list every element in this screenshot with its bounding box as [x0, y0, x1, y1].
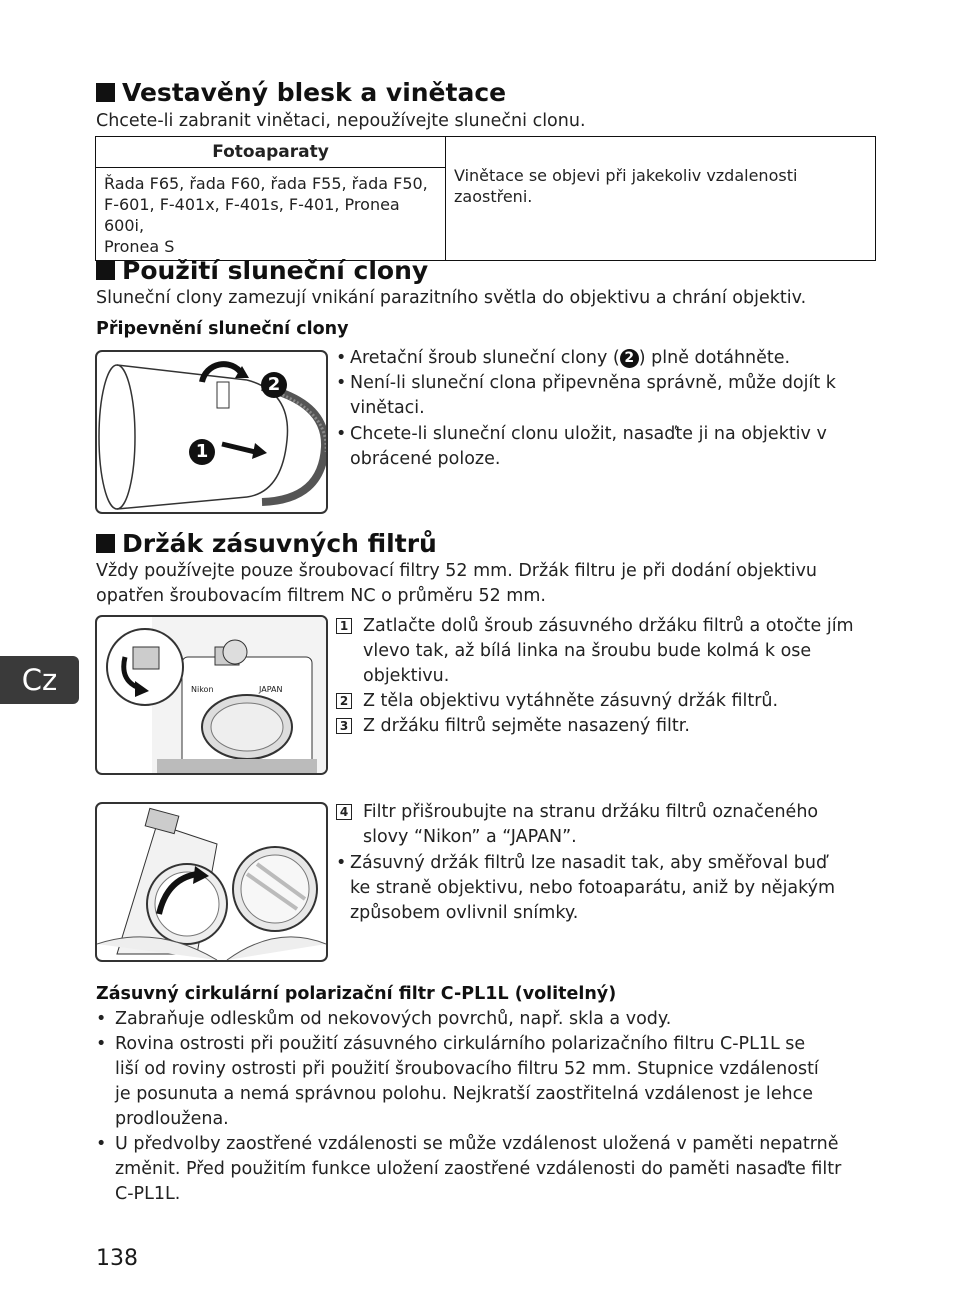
step-item: 3 Z držáku filtrů sejměte nasazený filtr. — [336, 714, 871, 739]
table-cameras-cell: Řada F65, řada F60, řada F55, řada F50, F-601, F-401x, F-401s, F-401, Pronea 600i, Pronea S — [96, 168, 446, 261]
step-item: 2 Z těla objektivu vytáhněte zásuvný držák filtrů. — [336, 689, 871, 714]
section3-intro: Vždy používejte pouze šroubovací filtry 52 mm. Držák filtru je při dodání objektivu opatřen šroubovacím filtrem NC o průměru 52 mm. — [96, 561, 818, 606]
callout-1: 1 — [189, 439, 215, 465]
section-heading-filter-holder: Držák zásuvných filtrů — [96, 529, 437, 559]
filter-holder-illustration-2 — [95, 802, 328, 962]
step-item: 4 Filtr přišroubujte na stranu držáku filtrů označeného slovy “Nikon” a “JAPAN”. — [336, 800, 871, 850]
section2-subheading: Připevnění sluneční clony — [96, 319, 349, 339]
list-item: • Rovina ostrosti při použití zásuvného cirkulárního polarizačního filtru C-PL1L se liší od roviny ostrosti při použití šroubovacího filtru 52 mm. Stupnice vzdáleností je posunuta a nemá správnou polohu. Nejkratší zaostřitelná vzdálenost je lehce prodloužena. — [96, 1034, 819, 1129]
section-heading-flash-vignetting: Vestavěný blesk a vinětace — [96, 78, 506, 108]
section-heading-lens-hood: Použití sluneční clony — [96, 256, 428, 286]
language-tab: Cz — [0, 656, 79, 704]
camera-table — [95, 136, 876, 261]
list-item: • Zabraňuje odleskům od nekovových povrchů, např. skla a vody. — [96, 1009, 672, 1029]
nikon-label: Nikon — [191, 685, 214, 694]
filter-steps-1-3 — [336, 614, 871, 739]
table-header: Fotoaparaty — [96, 137, 446, 168]
callout-2-inline: 2 — [620, 349, 639, 368]
section4-subheading: Zásuvný cirkulární polarizační filtr C-PL1L (volitelný) — [96, 984, 617, 1004]
japan-label: JAPAN — [259, 685, 283, 694]
lens-hood-illustration — [95, 350, 328, 514]
page-number: 138 — [96, 1246, 138, 1271]
square-bullet-icon — [96, 534, 115, 553]
section2-intro: Sluneční clony zamezují vnikání parazitního světla do objektivu a chrání objektiv. — [96, 288, 807, 308]
list-item: • Není-li sluneční clona připevněna správně, může dojít k vinětaci. — [336, 373, 836, 418]
polarizer-bullets — [96, 1007, 866, 1207]
list-item: • Chcete-li sluneční clonu uložit, nasaďte ji na objektiv v obrácené poloze. — [336, 424, 827, 469]
list-item: • U předvolby zaostřené vzdálenosti se může vzdálenost uložená v paměti nepatrně změnit. Před použitím funkce uložení zaostřené vzdálenosti do paměti nasaďte filtr C-PL1L. — [96, 1134, 842, 1204]
square-bullet-icon — [96, 261, 115, 280]
list-item: • Aretační šroub sluneční clony ( 2 ) plně dotáhněte. — [336, 348, 791, 368]
filter-holder-illustration-1 — [95, 615, 328, 775]
step-item: 1 Zatlačte dolů šroub zásuvného držáku filtrů a otočte jím vlevo tak, až bílá linka na šroubu bude kolmá k ose objektivu. — [336, 614, 871, 689]
filter-step-4 — [336, 800, 871, 926]
lens-hood-bullets — [336, 346, 866, 472]
callout-2: 2 — [261, 372, 287, 398]
square-bullet-icon — [96, 83, 115, 102]
list-item: • Zásuvný držák filtrů lze nasadit tak, aby směřoval buď ke straně objektivu, nebo fotoaparátu, aniž by nějakým způsobem ovlivnil snímky. — [336, 853, 836, 923]
section1-intro: Chcete-li zabranit vinětaci, nepoužívejte slunečni clonu. — [96, 111, 586, 131]
table-note: Vinětace se objevi při jakekoliv vzdalenosti zaostřeni. — [446, 137, 876, 261]
